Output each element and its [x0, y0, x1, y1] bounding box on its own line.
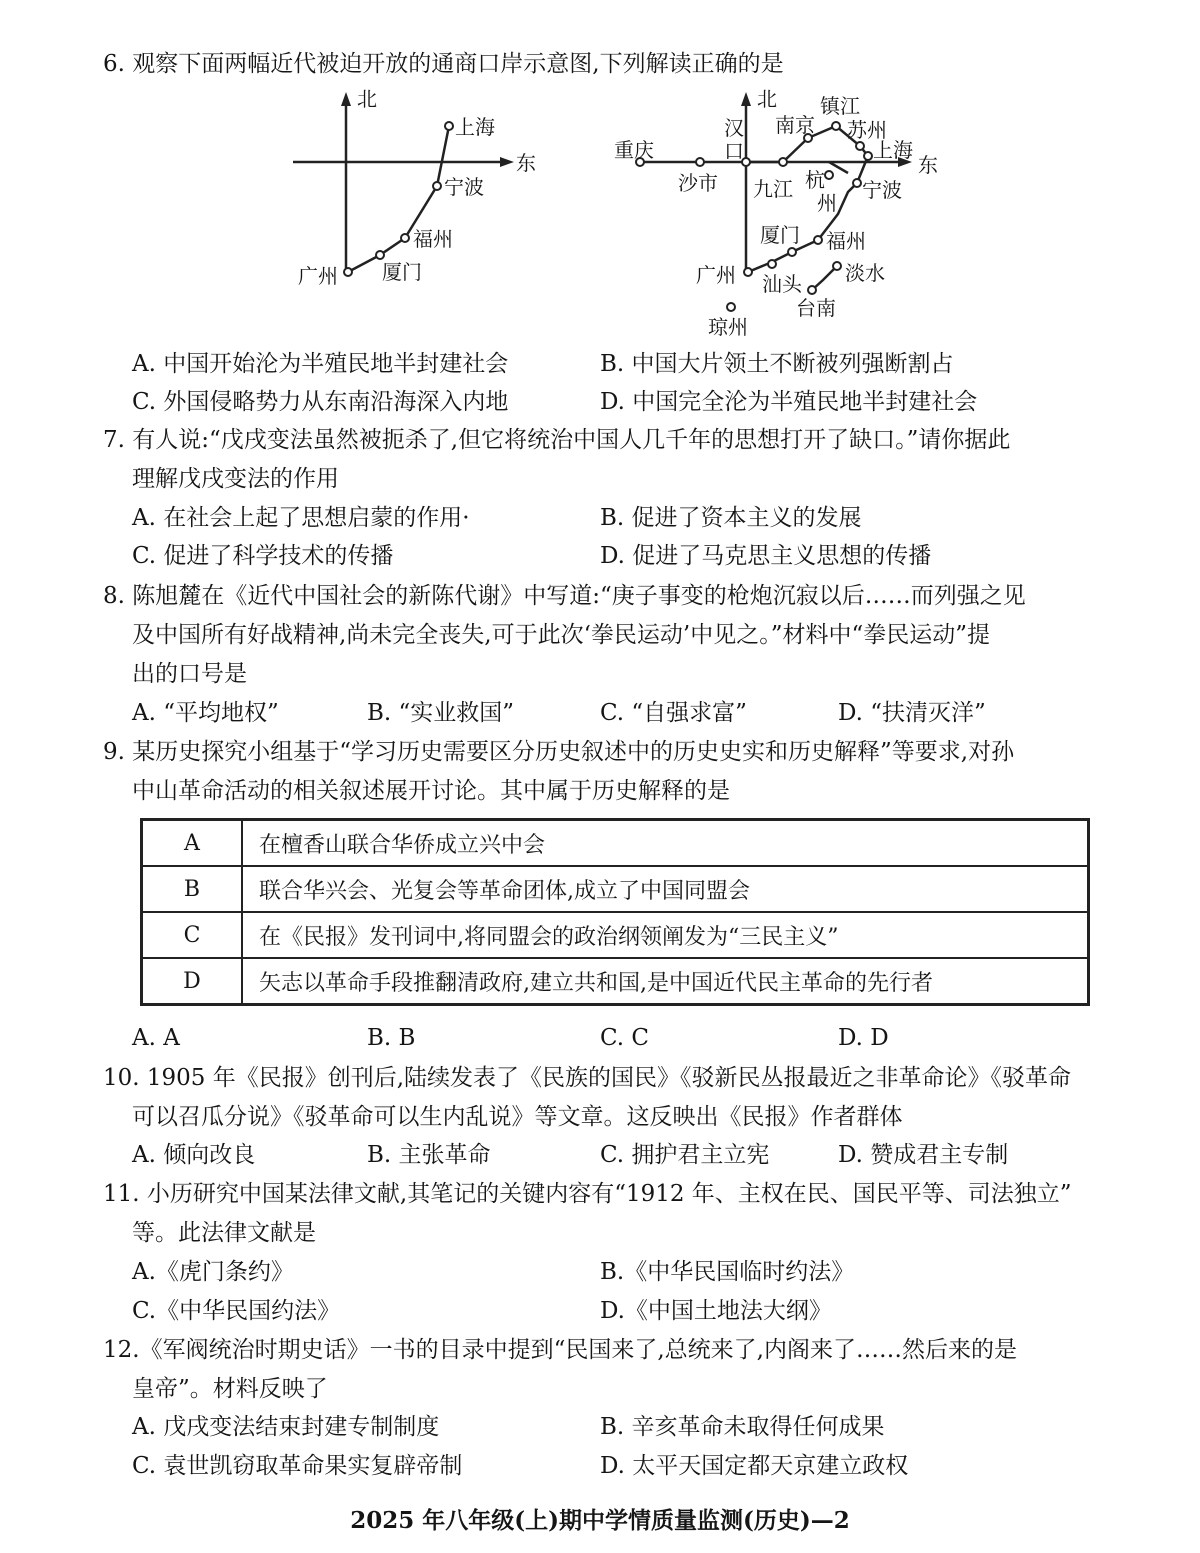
q6-option-b[interactable]: B. 中国大片领土不断被列强断割占 — [600, 351, 954, 377]
port-label: 厦门 — [382, 260, 422, 284]
port-label: 南京 — [775, 113, 815, 137]
page-footer: 2025 年八年级(上)期中学情质量监测(历史)—2 — [350, 1507, 850, 1534]
question-8-stem-cont: 出的口号是 — [132, 661, 247, 687]
table-key: D — [142, 958, 243, 1005]
port-label: 沙市 — [678, 171, 718, 195]
north-label: 北 — [357, 87, 377, 111]
q10-option-a[interactable]: A. 倾向改良 — [132, 1142, 256, 1168]
question-9-stem-cont: 中山革命活动的相关叙述展开讨论。其中属于历史解释的是 — [132, 778, 730, 804]
port-dot — [445, 122, 453, 130]
question-10-stem-cont: 可以召瓜分说》《驳革命可以生内乱说》等文章。这反映出《民报》作者群体 — [132, 1104, 903, 1130]
question-8-stem: 8. 陈旭麓在《近代中国社会的新陈代谢》中写道:“庚子事变的枪炮沉寂以后……而列强之见 — [103, 583, 1026, 609]
question-11-stem: 11. 小历研究中国某法律文献,其笔记的关键内容有“1912 年、主权在民、国民平等、司法独立” — [103, 1181, 1072, 1207]
question-8-stem-cont: 及中国所有好战精神,尚未完全丧失,可于此次‘拳民运动’中见之。”材料中“拳民运动”提 — [132, 622, 991, 648]
port-dot — [344, 268, 352, 276]
port-dot — [433, 182, 441, 190]
statement-table — [140, 818, 1090, 1006]
north-arrow-icon — [341, 92, 351, 106]
table-row — [142, 912, 1089, 958]
port-dot — [833, 262, 841, 270]
question-12-stem-cont: 皇帝”。材料反映了 — [132, 1376, 328, 1402]
port-label: 宁波 — [862, 178, 902, 202]
q11-option-c[interactable]: C.《中华民国约法》 — [132, 1298, 341, 1324]
port-label: 州 — [817, 191, 837, 215]
question-7-stem-cont: 理解戊戌变法的作用 — [132, 466, 339, 492]
question-12-stem: 12.《军阀统治时期史话》一书的目录中提到“民国来了,总统来了,内阁来了……然后来的是 — [103, 1337, 1017, 1363]
port-dot — [864, 152, 872, 160]
east-arrow-icon — [500, 157, 514, 167]
port-label: 汕头 — [762, 272, 802, 296]
port-dot — [788, 248, 796, 256]
q12-option-a[interactable]: A. 戊戌变法结束封建专制制度 — [132, 1414, 440, 1440]
port-dot — [832, 122, 840, 130]
east-label: 东 — [918, 153, 938, 177]
port-label: 九江 — [753, 177, 793, 201]
table-text: 在《民报》发刊词中,将同盟会的政治纲领阐发为“三民主义” — [242, 912, 1089, 958]
q10-option-b[interactable]: B. 主张革命 — [367, 1142, 491, 1168]
port-label: 宁波 — [444, 175, 484, 199]
q7-option-a[interactable]: A. 在社会上起了思想启蒙的作用· — [132, 505, 470, 531]
taiwan-route — [812, 266, 837, 290]
q8-option-a[interactable]: A. “平均地权” — [132, 700, 279, 726]
q7-option-d[interactable]: D. 促进了马克思主义思想的传播 — [600, 543, 932, 569]
port-label: 厦门 — [760, 223, 800, 247]
q11-option-a[interactable]: A.《虎门条约》 — [132, 1259, 294, 1285]
port-label: 上海 — [455, 115, 495, 139]
port-dot — [808, 286, 816, 294]
port-label: 广州 — [298, 264, 338, 288]
port-label: 淡水 — [845, 261, 885, 285]
q9-option-a[interactable]: A. A — [132, 1025, 180, 1051]
table-row — [142, 866, 1089, 912]
port-label: 重庆 — [614, 138, 654, 162]
q10-option-c[interactable]: C. 拥护君主立宪 — [600, 1142, 770, 1168]
port-label: 镇江 — [820, 94, 860, 118]
port-dot — [814, 236, 822, 244]
q12-option-d[interactable]: D. 太平天国定都天京建立政权 — [600, 1453, 909, 1479]
port-dot — [696, 158, 704, 166]
q8-option-b[interactable]: B. “实业救国” — [367, 700, 515, 726]
port-dot — [401, 234, 409, 242]
port-label: 上海 — [873, 138, 913, 162]
port-dot — [779, 158, 787, 166]
table-row — [142, 958, 1089, 1005]
q6-option-a[interactable]: A. 中国开始沦为半殖民地半封建社会 — [132, 351, 509, 377]
port-label: 口 — [724, 139, 744, 163]
port-label: 台南 — [796, 296, 836, 320]
q9-option-c[interactable]: C. C — [600, 1025, 649, 1051]
question-9-stem: 9. 某历史探究小组基于“学习历史需要区分历史叙述中的历史史实和历史解释”等要求,对孙 — [103, 739, 1015, 765]
question-7-stem: 7. 有人说:“戊戌变法虽然被扼杀了,但它将统治中国人几千年的思想打开了缺口。”请你据此 — [103, 427, 1011, 453]
map-2 — [600, 80, 950, 345]
q9-option-d[interactable]: D. D — [838, 1025, 889, 1051]
table-row — [142, 820, 1089, 867]
port-dot — [768, 260, 776, 268]
port-dot — [853, 179, 861, 187]
q7-option-b[interactable]: B. 促进了资本主义的发展 — [600, 505, 862, 531]
q8-option-d[interactable]: D. “扶清灭洋” — [838, 700, 986, 726]
port-label: 广州 — [696, 263, 736, 287]
question-10-stem: 10. 1905 年《民报》创刊后,陆续发表了《民族的国民》《驳新民丛报最近之非革命论》《驳革命 — [103, 1065, 1072, 1091]
port-label: 福州 — [413, 227, 453, 251]
table-text: 在檀香山联合华侨成立兴中会 — [242, 820, 1089, 867]
port-dot — [376, 251, 384, 259]
port-dot — [825, 171, 833, 179]
port-label: 福州 — [826, 229, 866, 253]
north-label: 北 — [757, 87, 777, 111]
question-6-stem: 6. 观察下面两幅近代被迫开放的通商口岸示意图,下列解读正确的是 — [103, 51, 784, 77]
port-dot — [856, 142, 864, 150]
q7-option-c[interactable]: C. 促进了科学技术的传播 — [132, 543, 394, 569]
q12-option-b[interactable]: B. 辛亥革命未取得任何成果 — [600, 1414, 885, 1440]
port-dot — [727, 303, 735, 311]
table-key: C — [142, 912, 243, 958]
port-label: 琼州 — [708, 315, 748, 339]
q11-option-d[interactable]: D.《中国土地法大纲》 — [600, 1298, 832, 1324]
table-text: 联合华兴会、光复会等革命团体,成立了中国同盟会 — [242, 866, 1089, 912]
q11-option-b[interactable]: B.《中华民国临时约法》 — [600, 1259, 855, 1285]
table-text: 矢志以革命手段推翻清政府,建立共和国,是中国近代民主革命的先行者 — [242, 958, 1089, 1005]
port-label: 苏州 — [847, 118, 887, 142]
table-key: A — [142, 820, 243, 867]
q12-option-c[interactable]: C. 袁世凯窃取革命果实复辟帝制 — [132, 1453, 463, 1479]
port-label: 汉 — [724, 116, 744, 140]
q9-option-b[interactable]: B. B — [367, 1025, 416, 1051]
q10-option-d[interactable]: D. 赞成君主专制 — [838, 1142, 1009, 1168]
north-arrow-icon — [741, 92, 751, 106]
port-label: 杭 — [805, 168, 825, 192]
question-11-stem-cont: 等。此法律文献是 — [132, 1220, 316, 1246]
port-dot — [744, 268, 752, 276]
q8-option-c[interactable]: C. “自强求富” — [600, 700, 747, 726]
q6-option-d[interactable]: D. 中国完全沦为半殖民地半封建社会 — [600, 389, 978, 415]
q6-option-c[interactable]: C. 外国侵略势力从东南沿海深入内地 — [132, 389, 509, 415]
map-1 — [280, 80, 550, 300]
table-key: B — [142, 866, 243, 912]
east-label: 东 — [516, 151, 536, 175]
